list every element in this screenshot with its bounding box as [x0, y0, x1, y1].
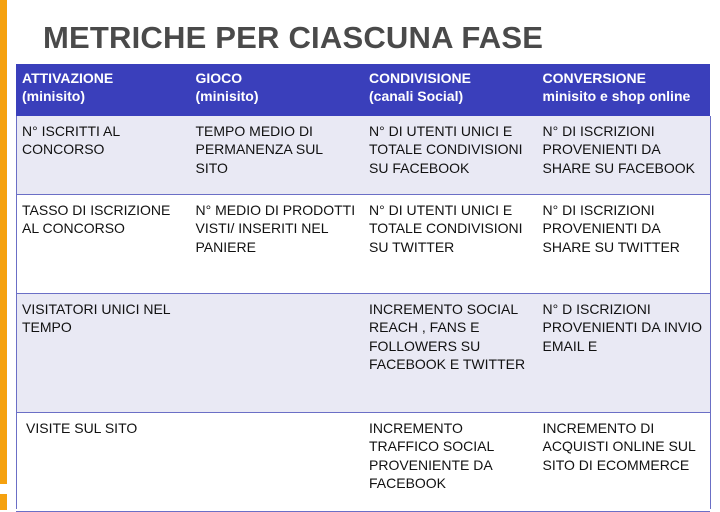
column-header-name: CONVERSIONE [542, 70, 646, 86]
table-cell: N° DI UTENTI UNICI E TOTALE CONDIVISIONI SU FACEBOOK [363, 116, 537, 195]
metrics-table [16, 64, 710, 512]
table-cell: N° ISCRITTI AL CONCORSO [16, 116, 190, 195]
table-row [16, 294, 710, 413]
table-cell: N° D ISCRIZIONI PROVENIENTI DA INVIO EMAIL E [537, 294, 711, 413]
table-cell: TASSO DI ISCRIZIONE AL CONCORSO [16, 195, 190, 294]
table-cell: VISITE SUL SITO [16, 413, 190, 512]
table-cell: INCREMENTO TRAFFICO SOCIAL PROVENIENTE DA FACEBOOK [363, 413, 537, 512]
table-row [16, 195, 710, 294]
table-row [16, 413, 710, 512]
table-cell: INCREMENTO SOCIAL REACH , FANS E FOLLOWERS SU FACEBOOK E TWITTER [363, 294, 537, 413]
column-header-name: ATTIVAZIONE [22, 70, 114, 86]
column-header-attivazione [16, 64, 190, 116]
column-header-name: CONDIVISIONE [369, 70, 471, 86]
column-header-sub: minisito e shop online [542, 88, 691, 104]
column-header-name: GIOCO [195, 70, 243, 86]
table-cell: N° DI ISCRIZIONI PROVENIENTI DA SHARE SU TWITTER [537, 195, 711, 294]
column-header-sub: (minisito) [22, 88, 85, 104]
table-row [16, 116, 710, 195]
column-header-condivisione [363, 64, 537, 116]
column-header-gioco [190, 64, 364, 116]
column-header-sub: (canali Social) [369, 88, 464, 104]
table-cell: N° MEDIO DI PRODOTTI VISTI/ INSERITI NEL PANIERE [190, 195, 364, 294]
table-cell [190, 413, 364, 512]
table-header-row [16, 64, 710, 116]
column-header-conversione [537, 64, 711, 116]
table-cell: N° DI UTENTI UNICI E TOTALE CONDIVISIONI SU TWITTER [363, 195, 537, 294]
table-cell: TEMPO MEDIO DI PERMANENZA SUL SITO [190, 116, 364, 195]
accent-bar [0, 0, 7, 510]
table-cell: VISITATORI UNICI NEL TEMPO [16, 294, 190, 413]
column-header-sub: (minisito) [195, 88, 259, 104]
page-title: METRICHE PER CIASCUNA FASE [43, 20, 544, 55]
table-cell: N° DI ISCRIZIONI PROVENIENTI DA SHARE SU FACEBOOK [537, 116, 711, 195]
table-cell: INCREMENTO DI ACQUISTI ONLINE SUL SITO DI ECOMMERCE [537, 413, 711, 512]
table-cell [190, 294, 364, 413]
